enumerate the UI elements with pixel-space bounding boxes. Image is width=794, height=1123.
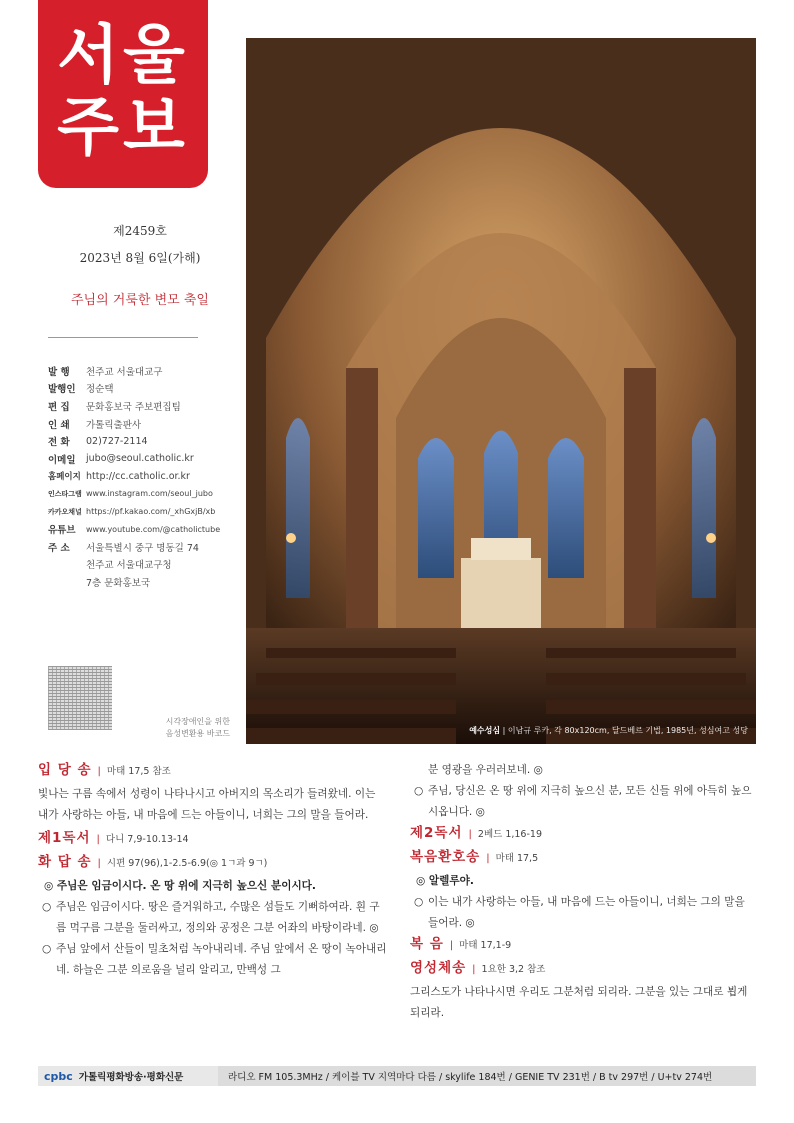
- info-value: 천주교 서울대교구: [86, 366, 163, 378]
- photo-caption-detail: 이남규 루카, 각 80x120cm, 달드베르 기법, 1985년, 성심여고 성당: [507, 726, 748, 735]
- psalm-verse-1: 주님은 임금이시다. 땅은 즐거워하고, 수많은 섬들도 기뻐하여라. 흰 구름 먹구름 그분을 둘러싸고, 정의와 공정은 그분 어좌의 바탕이라네. ◎: [56, 901, 380, 934]
- info-key: 홈페이지: [48, 472, 81, 483]
- info-key: 이메일: [48, 454, 76, 466]
- gospel-acclamation-ref: 마태 17,5: [495, 853, 539, 864]
- info-key: 전 화: [48, 437, 70, 449]
- cpbc-brand: [38, 1066, 218, 1086]
- issue-date: 2023년 8월 6일(가해): [79, 251, 201, 265]
- barcode-caption-line2: 음성변환용 바코드: [165, 729, 230, 738]
- kakao-link[interactable]: https://pf.kakao.com/_xhGxjB/xb: [86, 507, 216, 517]
- psalm-verse-2: 주님 앞에서 산들이 밀초처럼 녹아내리네. 주님 앞에서 온 땅이 녹아내리네. 하늘은 그분 의로움을 널리 알리고, 만백성 그: [56, 943, 387, 976]
- photo-caption-title: 예수성심: [469, 726, 501, 735]
- barcode-caption-line1: 시각장애인을 위한: [165, 717, 230, 726]
- logo-line2: 주보: [57, 91, 189, 165]
- communion-title: 영성체송: [410, 960, 467, 976]
- info-value: 7층 문화홍보국: [86, 577, 151, 589]
- left-column: 입 당 송 | 마태 17,5 참조 빛나는 구름 속에서 성령이 나타나시고 아버지의 목소리가 들려왔네. 이는 내가 사랑하는 아들, 내 마음에 드는 아들이니, 너희는 그의 말을 들어라. 제1독서 | 다니 7,9-10.13-14 화 답 송 | 시편 97(96),1-2.5-6.9(◎ 1ㄱ과 9ㄱ) ◎ 주님은 임금이시다. 온 땅 위에 지극히 높으신 분이시다. ○ 주님은 임금이시다. 땅은 즐거워하고, 수많은 섬들도 기뻐하여라. 흰 구름 먹구름 그분을 둘러싸고, 정의와 공정은 그분 어좌의 바탕이라네. ◎ ○ 주님 앞에서 산들이 밀초처럼 녹아내리네. 주님 앞에서 온 땅이 녹아내리네. 하늘은 그분 의로움을 널리 알리고, 만백성 그: [38, 762, 387, 976]
- gospel-acclamation-verse: 이는 내가 사랑하는 아들, 내 마음에 드는 아들이니, 너희는 그의 말을 들어라. ◎: [428, 896, 745, 929]
- instagram-link[interactable]: www.instagram.com/seoul_jubo: [86, 489, 213, 499]
- info-key: 유튜브: [48, 525, 76, 537]
- barcode-caption: [126, 716, 230, 740]
- logo-line1: 서울: [57, 19, 189, 93]
- psalm-verse-2-cont: 분 영광을 우러러보네. ◎: [428, 764, 543, 776]
- reading1-ref: 다니 7,9-10.13-14: [105, 834, 189, 845]
- gospel-ref: 마태 17,1-9: [459, 940, 512, 951]
- reading2-ref: 2베드 1,16-19: [477, 829, 542, 840]
- cpbc-brand-text: 가톨릭평화방송·평화신문: [78, 1072, 184, 1083]
- psalm-ref: 시편 97(96),1-2.5-6.9(◎ 1ㄱ과 9ㄱ): [106, 858, 268, 869]
- issue-number: 제2459호: [113, 224, 167, 238]
- cover-photo: [246, 38, 756, 744]
- right-column: 분 영광을 우러러보네. ◎ ○ 주님, 당신은 온 땅 위에 지극히 높으신 분, 모든 신들 위에 아득히 높으시옵니다. ◎ 제2독서 | 2베드 1,16-19 복음환호송 | 마태 17,5 ◎ 알렐루야. ○ 이는 내가 사랑하는 아들, 내 마음에 드는 아들이니, 너희는 그의 말을 들어라. ◎ 복 음 | 마태 17,1-9 영성체송 | 1요한 3,2 참조 그리스도가 나타나시면 우리도 그분처럼 되리라. 그분을 있는 그대로 뵙게 되리라.: [410, 760, 758, 1026]
- psalm-title: 화 답 송: [38, 854, 92, 870]
- info-key: 발행인: [48, 384, 76, 396]
- youtube-link[interactable]: www.youtube.com/@catholictube: [86, 524, 221, 534]
- email-link[interactable]: jubo@seoul.catholic.kr: [86, 453, 194, 465]
- info-value: 서울특별시 중구 명동길 74: [86, 542, 199, 554]
- info-value: 천주교 서울대교구청: [86, 560, 172, 572]
- logo: [38, 0, 208, 188]
- communion-ref: 1요한 3,2 참조: [481, 964, 546, 975]
- info-key: 인 쇄: [48, 419, 70, 431]
- photo-caption: 예수성심 | 이남규 루카, 각 80x120cm, 달드베르 기법, 1985년, 성심여고 성당: [469, 726, 748, 735]
- entrance-text: 빛나는 구름 속에서 성령이 나타나시고 아버지의 목소리가 들려왔네. 이는 내가 사랑하는 아들, 내 마음에 드는 아들이니, 너희는 그의 말을 들어라.: [38, 788, 376, 821]
- gospel-acclamation-response: ◎ 알렐루야.: [416, 875, 474, 887]
- info-value: 가톨릭출판사: [86, 419, 142, 431]
- broadcast-channels: 라디오 FM 105.3MHz / 케이블 TV 지역마다 다름 / skylife 184번 / GENIE TV 231번 / B tv 297번 / U+tv 274번: [228, 1072, 713, 1083]
- voice-barcode[interactable]: [48, 666, 112, 730]
- gospel-title: 복 음: [410, 936, 444, 952]
- entrance-title: 입 당 송: [38, 762, 92, 778]
- info-value: 정순택: [86, 384, 114, 396]
- homepage-link[interactable]: http://cc.catholic.or.kr: [86, 470, 190, 482]
- psalm-verse-3: 주님, 당신은 온 땅 위에 지극히 높으신 분, 모든 신들 위에 아득히 높으시옵니다. ◎: [428, 785, 752, 818]
- feast-title: 주님의 거룩한 변모 축일: [71, 293, 209, 308]
- psalm-response: ◎ 주님은 임금이시다. 온 땅 위에 지극히 높으신 분이시다.: [44, 880, 316, 892]
- publisher-info: [48, 362, 220, 591]
- info-key: 편 집: [48, 401, 70, 413]
- divider: [48, 337, 198, 338]
- info-key: 발 행: [48, 366, 70, 378]
- entrance-ref: 마태 17,5 참조: [106, 766, 171, 777]
- issue-info: [40, 222, 240, 266]
- info-value: 02)727-2114: [86, 435, 148, 447]
- communion-text: 그리스도가 나타나시면 우리도 그분처럼 되리라. 그분을 있는 그대로 뵙게 되리라.: [410, 986, 748, 1019]
- reading1-title: 제1독서: [38, 830, 91, 846]
- info-key: 인스타그램: [48, 489, 82, 498]
- cpbc-logo: cpbc: [44, 1069, 73, 1083]
- info-key: 주 소: [48, 542, 70, 554]
- broadcast-footer: [38, 1066, 756, 1086]
- info-value: 문화홍보국 주보편집팀: [86, 401, 181, 413]
- gospel-acclamation-title: 복음환호송: [410, 849, 481, 865]
- reading2-title: 제2독서: [410, 825, 463, 841]
- info-key: 카카오채널: [48, 507, 82, 516]
